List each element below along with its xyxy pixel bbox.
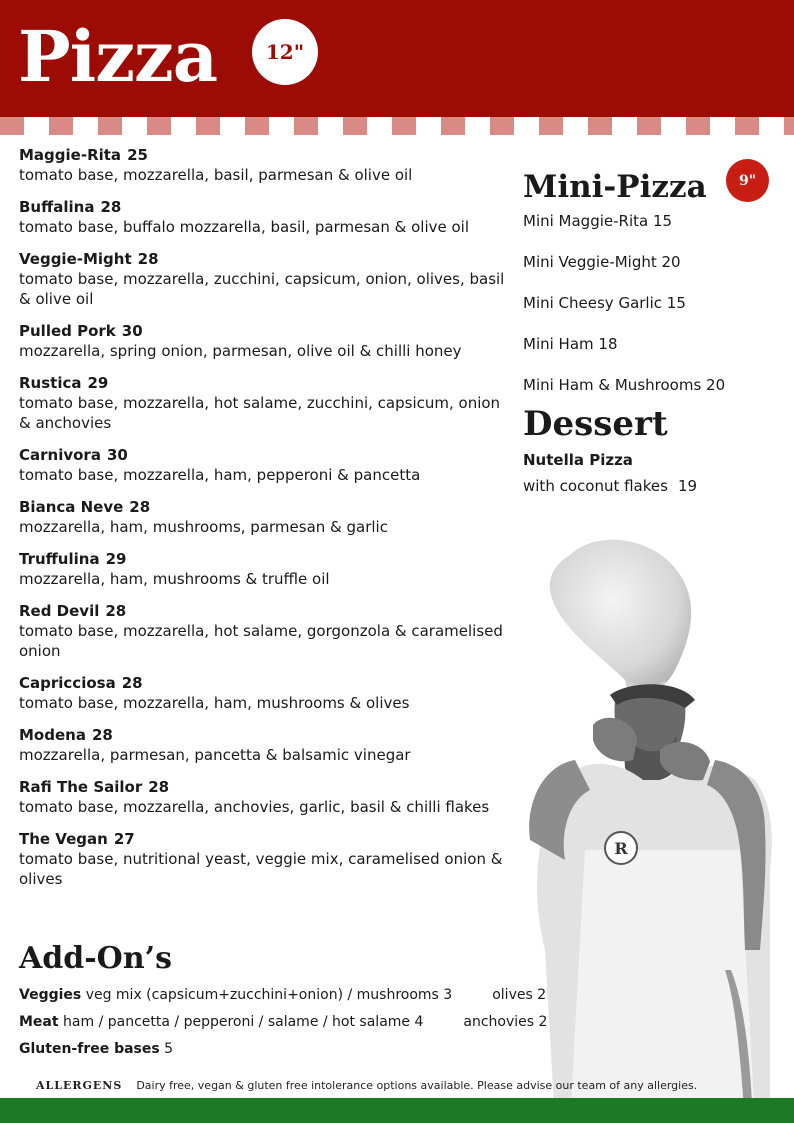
item-desc: mozzarella, parmesan, pancetta & balsamic vinegar bbox=[19, 746, 411, 764]
item-price: 30 bbox=[121, 322, 143, 340]
menu-item bbox=[19, 549, 509, 589]
dessert-desc bbox=[523, 476, 783, 496]
addon-price: 3 bbox=[443, 987, 453, 1003]
chef-photo bbox=[515, 530, 794, 1123]
item-desc: mozzarella, spring onion, parmesan, olive oil & chilli honey bbox=[19, 342, 462, 360]
dessert-title: Dessert bbox=[523, 404, 668, 444]
dessert-desc-text: with coconut flakes bbox=[523, 477, 668, 495]
addon-price: 4 bbox=[414, 1014, 424, 1030]
size-badge: 12" bbox=[252, 19, 318, 85]
menu-item bbox=[19, 673, 509, 713]
mini-item: Mini Ham 18 bbox=[523, 335, 618, 353]
item-price: 28 bbox=[148, 778, 170, 796]
mini-item: Mini Cheesy Garlic 15 bbox=[523, 294, 686, 312]
item-desc: tomato base, mozzarella, hot salame, zucchini, capsicum, onion & anchovies bbox=[19, 394, 501, 432]
item-price: 30 bbox=[106, 446, 128, 464]
item-price: 28 bbox=[129, 498, 151, 516]
menu-item bbox=[19, 829, 509, 889]
item-price: 27 bbox=[113, 830, 135, 848]
menu-item bbox=[19, 777, 509, 817]
mini-list bbox=[523, 211, 783, 395]
menu-item bbox=[19, 601, 509, 661]
addons-title: Add-On’s bbox=[19, 941, 172, 976]
addon-label: Meat bbox=[19, 1014, 59, 1030]
mini-title: Mini-Pizza bbox=[523, 169, 707, 205]
allergens-note bbox=[36, 1077, 776, 1095]
item-price: 28 bbox=[121, 674, 143, 692]
addon-extra: anchovies bbox=[463, 1014, 535, 1030]
allergens-label: ALLERGENS bbox=[36, 1079, 123, 1092]
menu-item bbox=[19, 497, 509, 537]
item-name: Modena bbox=[19, 726, 86, 744]
menu-item bbox=[19, 321, 509, 361]
mini-size-badge: 9" bbox=[726, 159, 769, 202]
footer-bar bbox=[0, 1098, 794, 1123]
side-column bbox=[523, 165, 783, 496]
addon-meat bbox=[19, 1009, 579, 1036]
addon-label: Veggies bbox=[19, 987, 82, 1003]
item-price: 25 bbox=[127, 146, 148, 164]
item-name: Bianca Neve bbox=[19, 498, 124, 516]
menu-item bbox=[19, 725, 509, 765]
item-desc: tomato base, buffalo mozzarella, basil, parmesan & olive oil bbox=[19, 218, 470, 236]
menu-item bbox=[19, 445, 509, 485]
item-price: 28 bbox=[105, 602, 127, 620]
menu-item bbox=[19, 249, 509, 309]
item-desc: tomato base, mozzarella, ham, mushrooms & olives bbox=[19, 694, 410, 712]
item-desc: tomato base, mozzarella, anchovies, garlic, basil & chilli flakes bbox=[19, 798, 490, 816]
addon-extra-price: 2 bbox=[538, 1014, 548, 1030]
item-desc: tomato base, mozzarella, hot salame, gorgonzola & caramelised onion bbox=[19, 622, 503, 660]
item-name: Capricciosa bbox=[19, 674, 116, 692]
menu-item bbox=[19, 145, 509, 185]
addon-text: ham / pancetta / pepperoni / salame / hot salame bbox=[63, 1014, 411, 1030]
item-name: Rustica bbox=[19, 374, 82, 392]
item-desc: tomato base, mozzarella, basil, parmesan & olive oil bbox=[19, 166, 413, 184]
addon-price: 5 bbox=[164, 1041, 174, 1057]
mini-item: Mini Veggie-Might 20 bbox=[523, 253, 681, 271]
dessert-price: 19 bbox=[677, 477, 698, 495]
mini-item: Mini Maggie-Rita 15 bbox=[523, 212, 673, 230]
page-title: Pizza bbox=[18, 15, 218, 98]
addon-veggies bbox=[19, 982, 579, 1009]
chef-logo-letter: R bbox=[614, 839, 628, 858]
item-name: The Vegan bbox=[19, 830, 108, 848]
header-banner bbox=[0, 0, 794, 117]
addon-extra: olives bbox=[492, 987, 533, 1003]
pizza-menu bbox=[19, 145, 509, 901]
checker-divider bbox=[0, 117, 794, 135]
item-name: Truffulina bbox=[19, 550, 100, 568]
menu-item bbox=[19, 197, 509, 237]
item-name: Pulled Pork bbox=[19, 322, 116, 340]
item-name: Carnivora bbox=[19, 446, 101, 464]
item-name: Rafi The Sailor bbox=[19, 778, 143, 796]
item-desc: tomato base, nutritional yeast, veggie mix, caramelised onion & olives bbox=[19, 850, 503, 888]
addon-gluten bbox=[19, 1036, 579, 1063]
item-price: 29 bbox=[87, 374, 109, 392]
item-desc: tomato base, mozzarella, ham, pepperoni & pancetta bbox=[19, 466, 421, 484]
item-price: 28 bbox=[100, 198, 122, 216]
item-price: 28 bbox=[137, 250, 159, 268]
dessert-name: Nutella Pizza bbox=[523, 451, 633, 469]
item-desc: tomato base, mozzarella, zucchini, capsicum, onion, olives, basil & olive oil bbox=[19, 270, 505, 308]
item-price: 28 bbox=[91, 726, 113, 744]
allergens-text: Dairy free, vegan & gluten free intolerance options available. Please advise our team of any allergies. bbox=[136, 1079, 698, 1092]
item-name: Buffalina bbox=[19, 198, 95, 216]
addon-extra-price: 2 bbox=[537, 987, 547, 1003]
item-name: Maggie-Rita bbox=[19, 146, 122, 164]
item-name: Veggie-Might bbox=[19, 250, 132, 268]
addons-section bbox=[19, 940, 579, 1063]
menu-item bbox=[19, 373, 509, 433]
item-price: 29 bbox=[105, 550, 127, 568]
addon-label: Gluten-free bases bbox=[19, 1041, 160, 1057]
addon-text: veg mix (capsicum+zucchini+onion) / mushrooms bbox=[85, 987, 439, 1003]
item-desc: mozzarella, ham, mushrooms, parmesan & garlic bbox=[19, 518, 388, 536]
item-name: Red Devil bbox=[19, 602, 100, 620]
item-desc: mozzarella, ham, mushrooms & truffle oil bbox=[19, 570, 330, 588]
mini-item: Mini Ham & Mushrooms 20 bbox=[523, 376, 726, 394]
